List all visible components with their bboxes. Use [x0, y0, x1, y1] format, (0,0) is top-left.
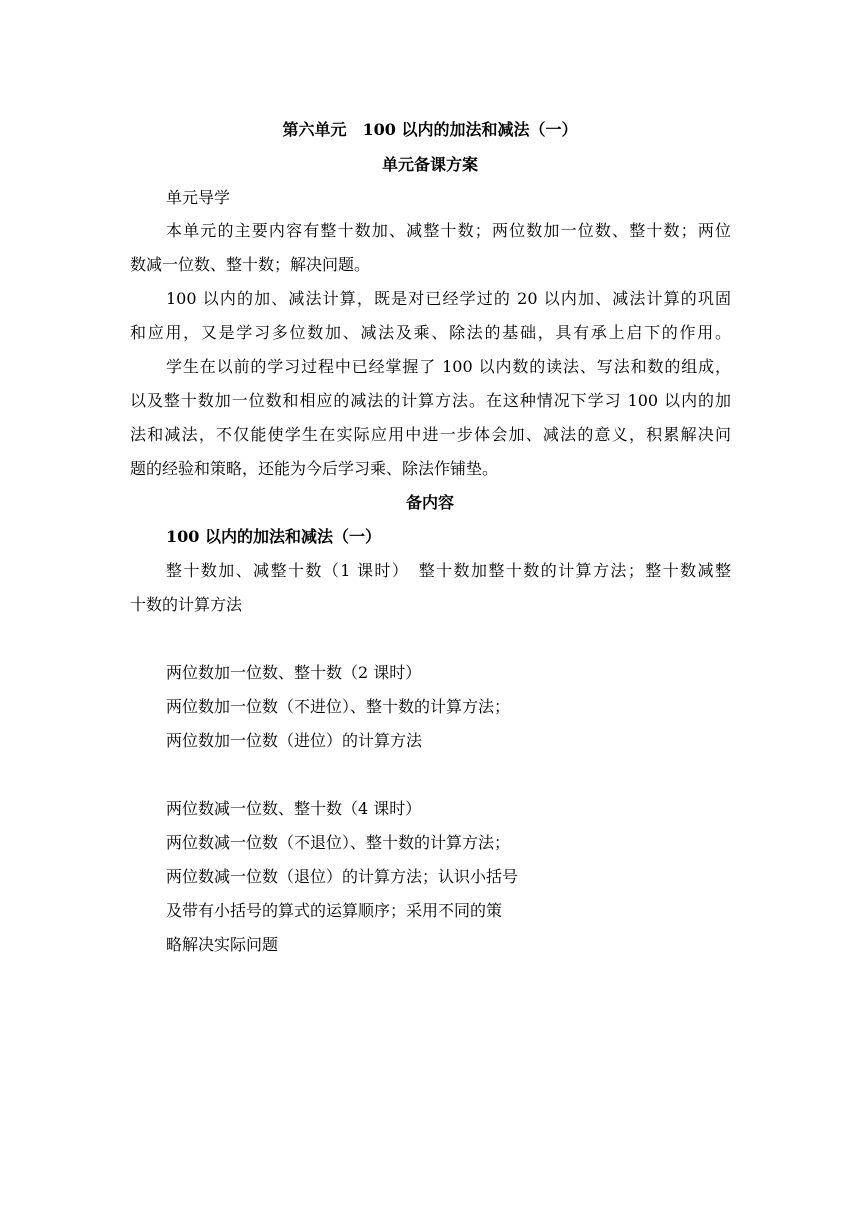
- item3-line3: 及带有小括号的算式的运算顺序；采用不同的策: [166, 901, 503, 920]
- para3-line2: 以及整十数加一位数和相应的减法的计算方法。在这种情况下学习 100 以内的加: [130, 391, 731, 410]
- para3-line3: 法和减法，不仅能使学生在实际应用中进一步体会加、减法的意义，积累解决问: [130, 425, 731, 444]
- content-title: 100 以内的加法和减法（一）: [166, 527, 381, 546]
- page-title: 第六单元 100 以内的加法和减法（一）: [282, 120, 578, 139]
- item2-line2: 两位数加一位数（进位）的计算方法: [166, 731, 423, 750]
- item1-line1: 整十数加、减整十数（1 课时） 整十数加整十数的计算方法；整十数减整: [166, 561, 731, 580]
- item3-heading: 两位数减一位数、整十数（4 课时）: [166, 799, 422, 818]
- item3-line1: 两位数减一位数（不退位）、整十数的计算方法；: [166, 833, 511, 852]
- para2-line1: 100 以内的加、减法计算，既是对已经学过的 20 以内加、减法计算的巩固: [166, 289, 731, 308]
- item2-heading: 两位数加一位数、整十数（2 课时）: [166, 663, 422, 682]
- page-subtitle: 单元备课方案: [381, 155, 478, 174]
- item3-line4: 略解决实际问题: [166, 935, 279, 954]
- item1-line2: 十数的计算方法: [130, 595, 243, 614]
- para3-line4: 题的经验和策略，还能为今后学习乘、除法作铺垫。: [130, 459, 499, 478]
- para2-line2: 和应用，又是学习多位数加、减法及乘、除法的基础，具有承上启下的作用。: [130, 323, 731, 342]
- para1-line2: 数减一位数、整十数；解决问题。: [130, 255, 371, 274]
- content-heading: 备内容: [405, 493, 454, 512]
- intro-heading: 单元导学: [166, 188, 231, 207]
- item3-line2: 两位数减一位数（退位）的计算方法；认识小括号: [166, 867, 519, 886]
- para1-line1: 本单元的主要内容有整十数加、减整十数；两位数加一位数、整十数；两位: [166, 221, 731, 240]
- item2-line1: 两位数加一位数（不进位）、整十数的计算方法；: [166, 697, 511, 716]
- para3-line1: 学生在以前的学习过程中已经掌握了 100 以内数的读法、写法和数的组成，: [166, 357, 731, 376]
